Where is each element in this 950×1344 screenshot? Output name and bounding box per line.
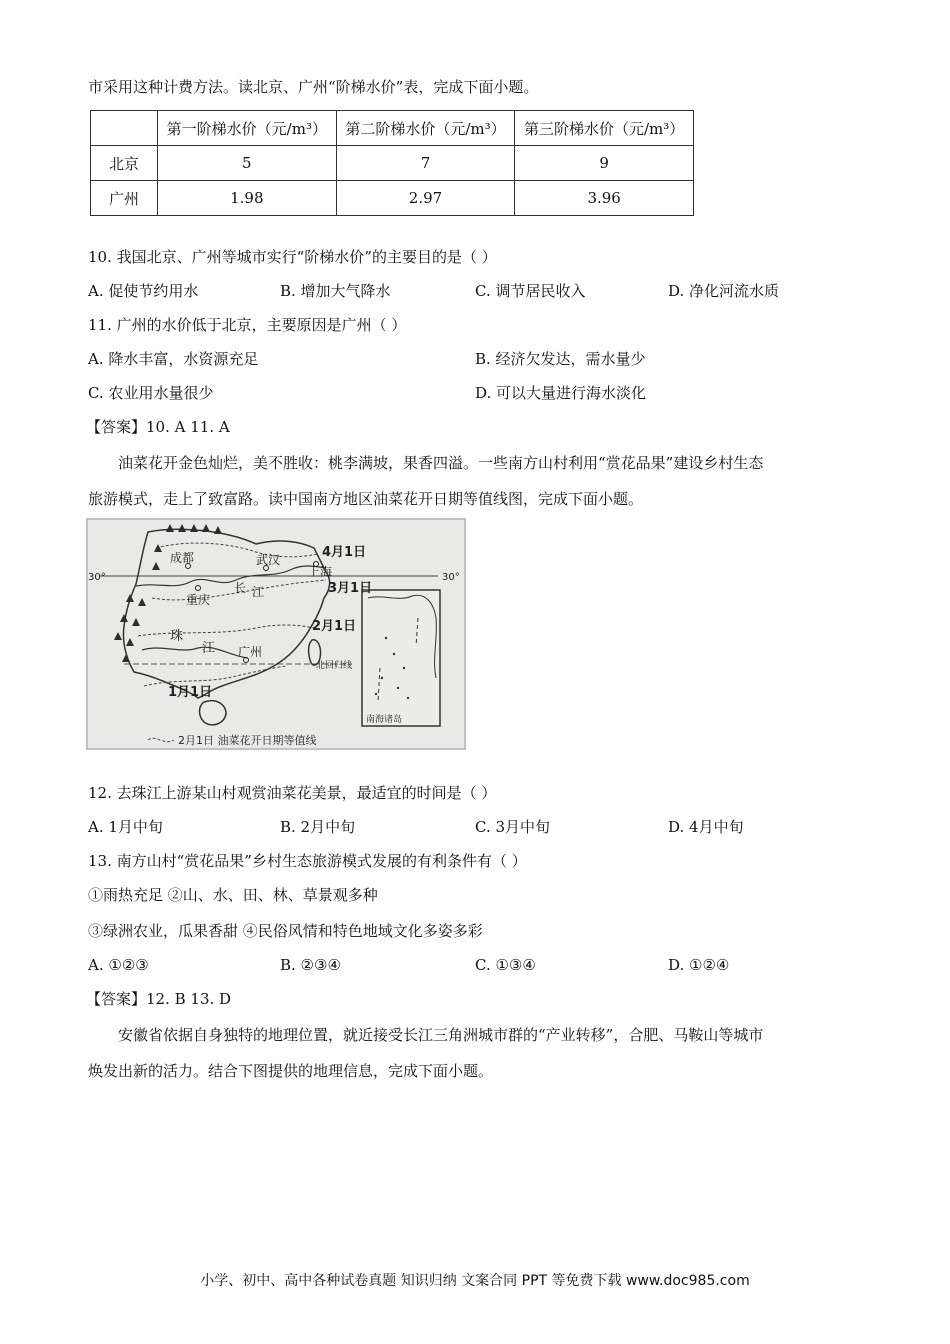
passage-3-line-1: 安徽省依据自身独特的地理位置，就近接受长江三角洲城市群的“产业转移”，合肥、马鞍山等城市 xyxy=(118,1026,764,1044)
question-13-option-c: C. ①③④ xyxy=(475,956,536,974)
label-guangzhou: 广州 xyxy=(238,645,263,659)
question-11-option-d: D. 可以大量进行海水淡化 xyxy=(475,384,647,402)
question-10-option-c: C. 调节居民收入 xyxy=(475,282,586,300)
table-cell: 9 xyxy=(515,146,694,181)
island-dot xyxy=(397,687,399,689)
label-apr-1: 4月1日 xyxy=(322,545,367,560)
question-13-option-d: D. ①②④ xyxy=(668,956,730,974)
table-cell: 1.98 xyxy=(158,181,337,216)
label-changjiang-jiang: 江 xyxy=(252,585,265,599)
water-price-table xyxy=(90,110,694,216)
question-12-option-d: D. 4月中旬 xyxy=(668,818,744,836)
rapeseed-bloom-isoline-map xyxy=(86,518,466,750)
question-12-option-c: C. 3月中旬 xyxy=(475,818,551,836)
label-shanghai: 上海 xyxy=(308,565,333,579)
table-cell: 3.96 xyxy=(515,181,694,216)
label-chongqing: 重庆 xyxy=(186,593,211,607)
question-11-stem: 11. 广州的水价低于北京，主要原因是广州（ ） xyxy=(88,316,407,334)
label-jiang: 江 xyxy=(202,641,216,656)
question-12-option-a: A. 1月中旬 xyxy=(88,818,163,836)
lat-label-left: 30° xyxy=(88,572,106,583)
table-header-cell: 第一阶梯水价（元/m³） xyxy=(158,111,337,146)
table-cell: 7 xyxy=(336,146,515,181)
passage-2-line-2: 旅游模式，走上了致富路。读中国南方地区油菜花开日期等值线图，完成下面小题。 xyxy=(88,490,644,508)
answer-text: 10. A 11. A xyxy=(146,418,230,436)
table-header-cell: 第三阶梯水价（元/m³） xyxy=(515,111,694,146)
answer-block-1 xyxy=(86,416,230,438)
label-wuhan: 武汉 xyxy=(256,553,281,567)
passage-2-line-1: 油菜花开金色灿烂，美不胜收：桃李满坡，果香四溢。一些南方山村利用“赏花品果”建设乡村生态 xyxy=(118,454,764,472)
question-11-option-c: C. 农业用水量很少 xyxy=(88,384,214,402)
label-south-sea: 南海诸岛 xyxy=(366,715,403,725)
label-chengdu: 成都 xyxy=(170,551,195,565)
map-legend: 2月1日 油菜花开日期等值线 xyxy=(178,734,317,747)
label-jan-1: 1月1日 xyxy=(168,685,213,700)
label-mar-1: 3月1日 xyxy=(328,581,373,596)
answer-tag: 【答案】 xyxy=(86,990,147,1008)
question-13-option-b: B. ②③④ xyxy=(280,956,341,974)
table-row xyxy=(91,146,694,181)
table-header-cell xyxy=(91,111,158,146)
question-10-option-d: D. 净化河流水质 xyxy=(668,282,780,300)
island-dot xyxy=(381,677,383,679)
question-13-item-line-1: ①雨热充足 ②山、水、田、林、草景观多种 xyxy=(88,886,378,904)
island-dot xyxy=(403,667,405,669)
table-header-cell: 第二阶梯水价（元/m³） xyxy=(336,111,515,146)
answer-tag: 【答案】 xyxy=(86,418,147,436)
passage-3-line-2: 焕发出新的活力。结合下图提供的地理信息，完成下面小题。 xyxy=(88,1062,494,1080)
answer-text: 12. B 13. D xyxy=(146,990,232,1008)
island-dot xyxy=(393,653,395,655)
island-dot xyxy=(375,693,377,695)
question-13-option-a: A. ①②③ xyxy=(88,956,149,974)
question-13-item-line-2: ③绿洲农业，瓜果香甜 ④民俗风情和特色地域文化多姿多彩 xyxy=(88,922,483,940)
question-13-stem: 13. 南方山村“赏花品果”乡村生态旅游模式发展的有利条件有（ ） xyxy=(88,852,527,870)
question-11-option-a: A. 降水丰富，水资源充足 xyxy=(88,350,259,368)
question-12-option-b: B. 2月中旬 xyxy=(280,818,356,836)
south-sea-inset xyxy=(362,590,440,726)
table-cell: 广州 xyxy=(91,181,158,216)
island-dot xyxy=(385,637,387,639)
label-changjiang-chang: 长 xyxy=(234,581,247,595)
question-12-stem: 12. 去珠江上游某山村观赏油菜花美景，最适宜的时间是（ ） xyxy=(88,784,497,802)
lat-label-right: 30° xyxy=(442,572,460,583)
table-header-row xyxy=(91,111,694,146)
island-dot xyxy=(407,697,409,699)
table-row xyxy=(91,181,694,216)
table-cell: 5 xyxy=(158,146,337,181)
label-tropic: 北回归线 xyxy=(316,661,353,671)
intro-text: 市采用这种计费方法。读北京、广州“阶梯水价”表，完成下面小题。 xyxy=(88,78,539,96)
question-10-option-a: A. 促使节约用水 xyxy=(88,282,199,300)
page-footer: 小学、初中、高中各种试卷真题 知识归纳 文案合同 PPT 等免费下载 www.doc985.com xyxy=(200,1273,750,1289)
question-11-option-b: B. 经济欠发达，需水量少 xyxy=(475,350,646,368)
label-zhu: 珠 xyxy=(170,629,184,644)
label-feb-1: 2月1日 xyxy=(312,619,357,634)
question-10-stem: 10. 我国北京、广州等城市实行“阶梯水价”的主要目的是（ ） xyxy=(88,248,497,266)
table-cell: 2.97 xyxy=(336,181,515,216)
table-cell: 北京 xyxy=(91,146,158,181)
answer-block-2 xyxy=(86,988,231,1010)
question-10-option-b: B. 增加大气降水 xyxy=(280,282,391,300)
